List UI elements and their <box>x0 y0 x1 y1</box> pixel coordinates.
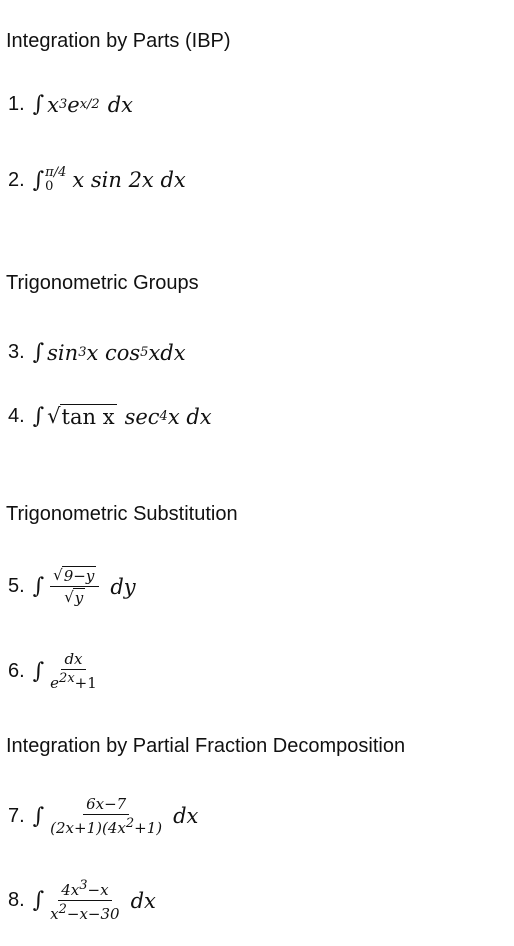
problem-7 <box>8 795 198 837</box>
problem-6-expression <box>33 650 100 692</box>
problem-3 <box>8 340 186 365</box>
problem-7-expression: ∫ $\frac{6x-7}{(2x+1)(4x^2+1)}$ dx <box>32 795 199 837</box>
problem-1 <box>8 92 133 117</box>
fraction: $\frac{4x^3-x}{x^2-x-30}$ <box>50 878 120 923</box>
problem-1-expression: ∫ x 3 e x/2 dx <box>32 92 133 117</box>
integral-sign: ∫ <box>32 803 45 829</box>
problem-number: 6. <box>8 659 25 682</box>
heading-partial-fraction: Integration by Partial Fraction Decomposition <box>6 735 406 757</box>
problem-2-expression: ∫ π/4 0 x sin 2x dx <box>32 165 186 194</box>
heading-trig-sub: Trigonometric Substitution <box>6 503 238 525</box>
problem-number: 5. <box>8 575 25 597</box>
problem-number: 4. <box>8 405 25 427</box>
problem-2 <box>8 166 186 194</box>
fraction: $\frac{6x-7}{(2x+1)(4x^2+1)}$ <box>50 795 163 837</box>
problem-number: 7. <box>8 804 25 827</box>
heading-trig-groups: Trigonometric Groups <box>6 272 199 294</box>
problem-number: 8. <box>8 889 25 911</box>
problem-8-expression: ∫ $\frac{4x^3-x}{x^2-x-30}$ dx <box>32 878 156 923</box>
problem-number: 2. <box>8 168 25 191</box>
problem-6 <box>8 650 100 692</box>
upper-limit: π/4 <box>45 165 67 180</box>
fraction: $\frac{dx}{e^{2x}+1}$ <box>50 650 97 692</box>
integral-sign: ∫ <box>32 574 45 599</box>
lower-limit: 0 <box>45 179 54 194</box>
problem-4-expression: ∫ √ tan x sec 4 x dx <box>32 404 212 429</box>
integral-sign: ∫ <box>32 404 45 429</box>
problem-number: 3. <box>8 341 25 363</box>
problem-number: 1. <box>8 93 25 115</box>
heading-ibp: Integration by Parts (IBP) <box>6 30 231 52</box>
integral-sign: ∫ <box>32 888 45 913</box>
problem-4 <box>8 404 212 429</box>
square-root: √ tan x <box>47 404 115 429</box>
fraction: √ 9−y √ y <box>50 566 99 607</box>
integral-limits <box>45 166 66 194</box>
problem-5 <box>8 566 136 607</box>
integral-sign: ∫ <box>32 340 45 365</box>
integral-sign: ∫ <box>32 92 45 117</box>
integral-sign: ∫ <box>32 167 45 193</box>
problem-5-expression: ∫ √ 9−y √ y dy <box>32 566 136 607</box>
integral-sign: ∫ <box>32 658 45 684</box>
problem-3-expression: ∫ sin 3 x cos 5 xdx <box>32 340 186 365</box>
problem-8 <box>8 878 156 923</box>
